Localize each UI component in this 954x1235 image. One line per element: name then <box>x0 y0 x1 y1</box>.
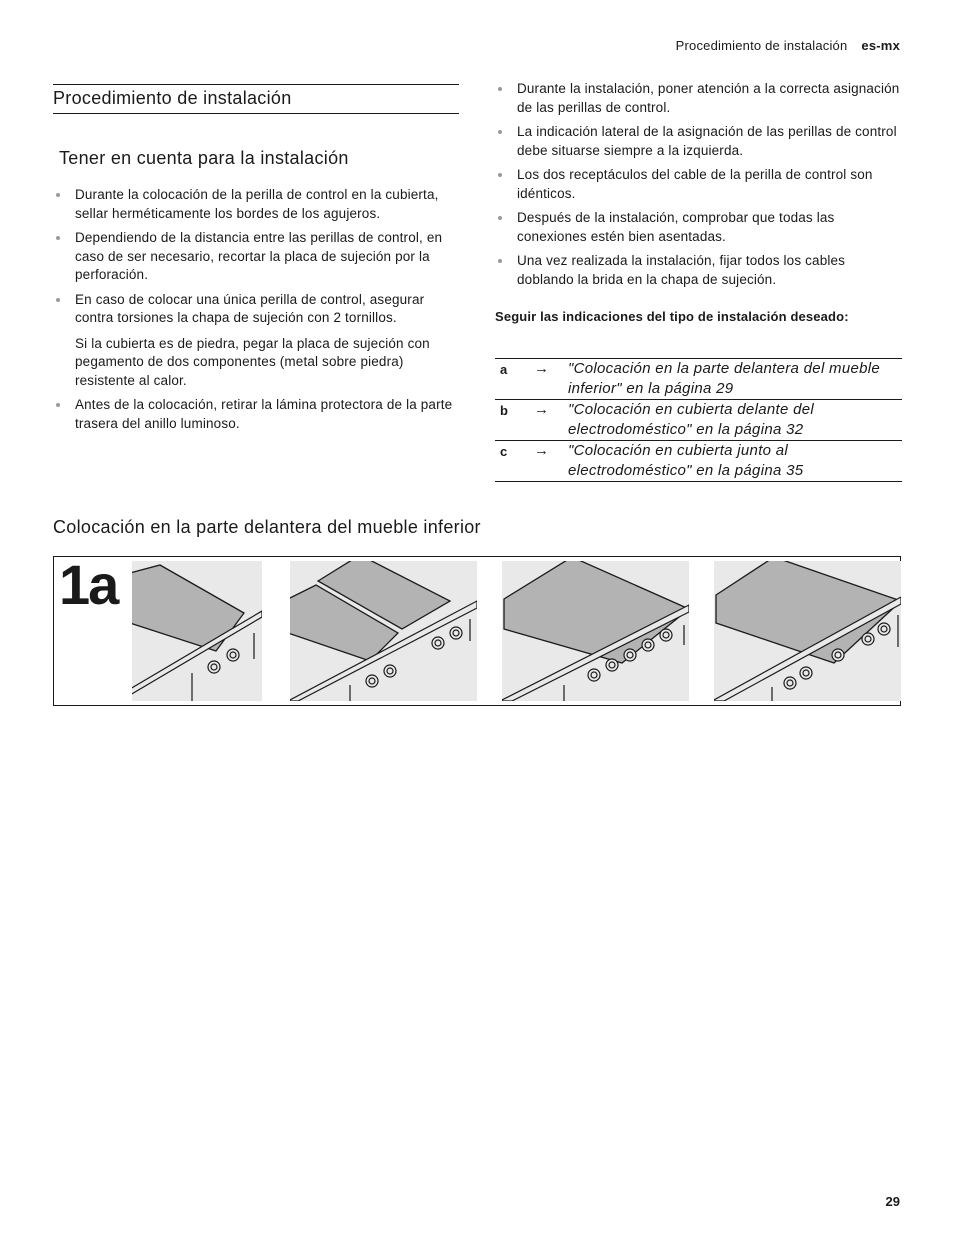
cooktop-illustration <box>502 561 689 701</box>
list-item: En caso de colocar una única perilla de control, asegurar contra torsiones la chapa de sujeción con 2 tornillos. Si la cubierta es de piedra, pegar la placa de sujeción con pegamento de dos componentes (metal sobre piedra) resistente al calor. <box>54 291 462 391</box>
header-section: Procedimiento de instalación <box>675 38 848 53</box>
reference-table <box>495 358 902 482</box>
list-item-continuation: Si la cubierta es de piedra, pegar la placa de sujeción con pegamento de dos componentes (metal sobre piedra) resistente al calor. <box>75 335 430 388</box>
reference-link[interactable]: "Colocación en cubierta delante del electrodoméstico" en la página 32 <box>568 400 902 441</box>
reference-key: a <box>495 359 534 400</box>
header-language: es-mx <box>861 38 900 53</box>
reference-link[interactable]: "Colocación en la parte delantera del mueble inferior" en la página 29 <box>568 359 902 400</box>
figure-panel-large-cooktop <box>502 561 689 701</box>
bullet-icon <box>498 216 502 220</box>
arrow-icon: → <box>534 400 568 441</box>
cooktop-illustration <box>132 561 262 701</box>
list-item: Durante la colocación de la perilla de control en la cubierta, sellar herméticamente los bordes de los agujeros. <box>54 186 462 223</box>
cooktop-illustration <box>714 561 901 701</box>
reference-row[interactable] <box>495 359 902 400</box>
bullet-icon <box>498 173 502 177</box>
reference-row[interactable] <box>495 441 902 482</box>
bullet-icon <box>56 193 60 197</box>
installation-figure <box>53 553 901 706</box>
list-item: Dependiendo de la distancia entre las perillas de control, en caso de ser necesario, recortar la placa de sujeción por la perforación. <box>54 229 462 285</box>
bullet-icon <box>498 259 502 263</box>
right-bullet-list <box>496 80 904 295</box>
arrow-icon: → <box>534 441 568 482</box>
arrow-icon: → <box>534 359 568 400</box>
reference-row[interactable] <box>495 400 902 441</box>
list-item: Antes de la colocación, retirar la lámina protectora de la parte trasera del anillo luminoso. <box>54 396 462 433</box>
list-item: Después de la instalación, comprobar que todas las conexiones estén bien asentadas. <box>496 209 904 246</box>
figure-panel-single-cooktop <box>132 561 262 701</box>
section-title-installation: Colocación en la parte delantera del mueble inferior <box>53 517 481 537</box>
running-header <box>676 38 900 53</box>
bullet-icon <box>498 87 502 91</box>
reference-key: c <box>495 441 534 482</box>
bullet-icon <box>498 130 502 134</box>
instruction-note: Seguir las indicaciones del tipo de instalación deseado: <box>495 309 849 324</box>
reference-key: b <box>495 400 534 441</box>
page-number: 29 <box>885 1194 900 1209</box>
bullet-icon <box>56 236 60 240</box>
figure-panel-wide-cooktop <box>714 561 901 701</box>
list-item: Durante la instalación, poner atención a la correcta asignación de las perillas de control. <box>496 80 904 117</box>
list-item: La indicación lateral de la asignación de las perillas de control debe situarse siempre a la izquierda. <box>496 123 904 160</box>
bullet-icon <box>56 298 60 302</box>
figure-label: 1a <box>59 553 118 616</box>
reference-link[interactable]: "Colocación en cubierta junto al electrodoméstico" en la página 35 <box>568 441 902 482</box>
list-item: Una vez realizada la instalación, fijar todos los cables doblando la brida en la chapa de sujeción. <box>496 252 904 289</box>
list-item: Los dos receptáculos del cable de la perilla de control son idénticos. <box>496 166 904 203</box>
cooktop-illustration <box>290 561 477 701</box>
section-title: Procedimiento de instalación <box>53 88 292 108</box>
figure-panel-double-cooktop <box>290 561 477 701</box>
subsection-title: Tener en cuenta para la instalación <box>59 148 349 168</box>
title-rule-bottom <box>53 113 459 114</box>
left-bullet-list <box>54 186 462 439</box>
title-rule-top <box>53 84 459 85</box>
bullet-icon <box>56 403 60 407</box>
